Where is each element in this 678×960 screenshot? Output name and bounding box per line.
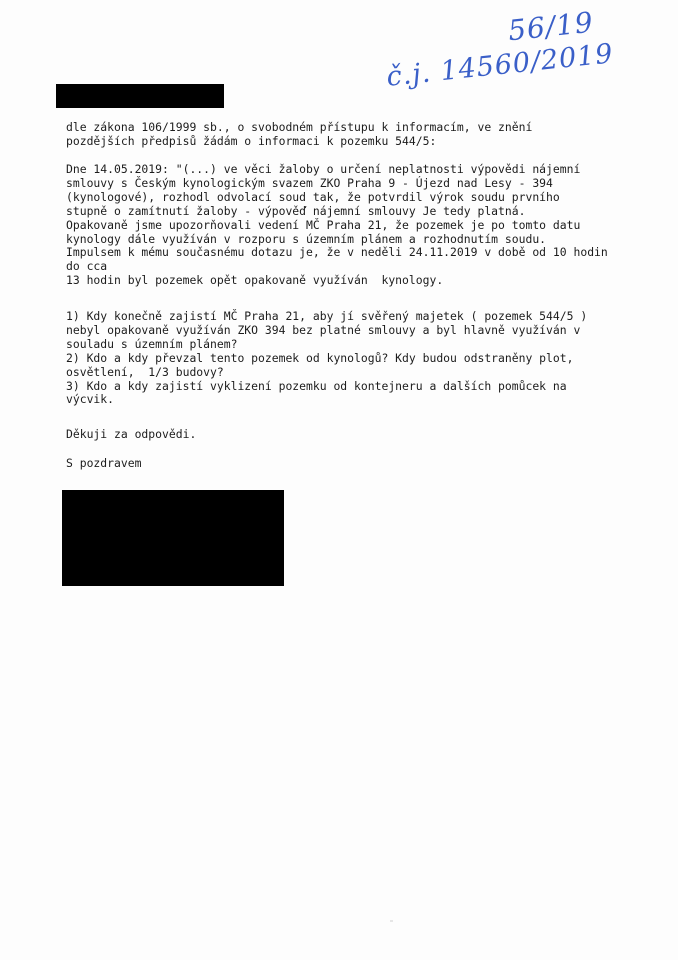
scan-speck	[390, 920, 393, 922]
thanks-line: Děkuji za odpovědi.	[66, 427, 197, 441]
greeting-line: S pozdravem	[66, 456, 142, 470]
handwritten-number: 56/19	[506, 5, 596, 48]
redacted-signature-box	[62, 490, 284, 586]
request-intro-paragraph: dle zákona 106/1999 sb., o svobodném přístupu k informacím, ve znění pozdějších předpisů žádám o informaci k pozemku 544/5:	[66, 120, 533, 148]
redacted-sender-box	[56, 84, 224, 108]
questions-list: 1) Kdy konečně zajistí MČ Praha 21, aby jí svěřený majetek ( pozemek 544/5 ) nebyl opakovaně využíván ZKO 394 bez platné smlouvy a byl hlavně využíván v souladu s územním plánem? 2) Kdo a kdy převzal tento pozemek od kynologů? Kdy budou odstraněny plot, osvětlení, 1/3 budovy? 3) Kdo a kdy zajistí vyklizení pozemku od kontejneru a dalších pomůcek na výcvik.	[66, 309, 588, 407]
handwritten-reference-number: č.j. 14560/2019	[385, 38, 615, 93]
request-body-paragraph: Dne 14.05.2019: "(...) ve věci žaloby o určení neplatnosti výpovědi nájemní smlouvy s Českým kynologickým svazem ZKO Praha 9 - Újezd nad Lesy - 394 (kynologové), rozhodl odvolací soud tak, že potvrdil výrok soudu prvního stupně o zamítnutí žaloby - výpověď nájemní smlouvy Je tedy platná. Opakovaně jsme upozorňovali vedení MČ Praha 21, že pozemek je po tomto datu kynology dále využíván v rozporu s územním plánem a rozhodnutím soudu. Impulsem k mému současnému dotazu je, že v neděli 24.11.2019 v době od 10 hodin do cca 13 hodin byl pozemek opět opakovaně využíván kynology.	[66, 162, 608, 288]
